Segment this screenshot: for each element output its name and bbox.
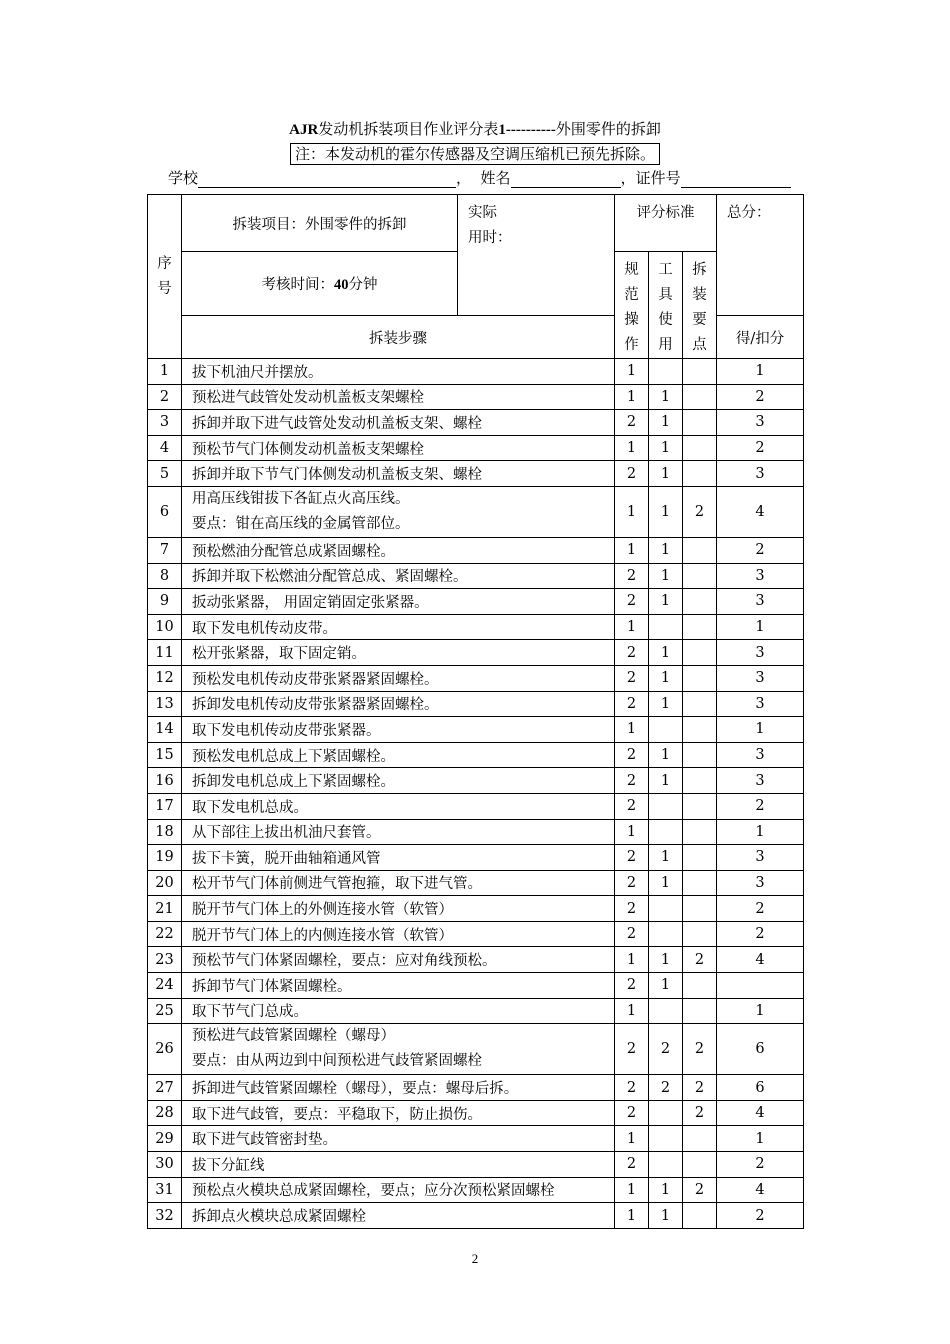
row-total-score: 4	[717, 1100, 804, 1126]
row-key-score	[683, 819, 717, 845]
row-total-score: 1	[717, 717, 804, 743]
row-total-score: 2	[717, 896, 804, 922]
row-total-score: 2	[717, 537, 804, 563]
row-tool-score	[649, 819, 683, 845]
row-tool-score	[649, 359, 683, 385]
row-step: 脱开节气门体上的外侧连接水管（软管）	[182, 896, 615, 922]
row-step: 松开节气门体前侧进气管抱箍，取下进气管。	[182, 870, 615, 896]
table-row	[148, 665, 804, 691]
row-tool-score: 1	[649, 665, 683, 691]
row-key-score	[683, 589, 717, 615]
row-total-score: 6	[717, 1024, 804, 1075]
table-row	[148, 973, 804, 999]
row-number: 12	[148, 665, 182, 691]
table-row	[148, 1100, 804, 1126]
row-key-score	[683, 1203, 717, 1229]
row-total-score: 1	[717, 1126, 804, 1152]
row-total-score: 2	[717, 921, 804, 947]
total-score-header: 总分：	[717, 195, 804, 316]
row-norm-score: 2	[615, 589, 649, 615]
row-key-score: 2	[683, 1177, 717, 1203]
row-total-score: 1	[717, 998, 804, 1024]
row-step: 拆卸发电机传动皮带张紧器紧固螺栓。	[182, 691, 615, 717]
page-number: 2	[471, 1251, 479, 1266]
exam-time-header	[182, 252, 458, 316]
table-row	[148, 359, 804, 385]
row-tool-score: 1	[649, 410, 683, 436]
row-total-score: 1	[717, 359, 804, 385]
row-norm-score: 1	[615, 614, 649, 640]
row-key-score	[683, 973, 717, 999]
row-tool-score: 1	[649, 537, 683, 563]
row-key-score	[683, 998, 717, 1024]
row-norm-score: 2	[615, 665, 649, 691]
row-step: 拔下机油尺并摆放。	[182, 359, 615, 385]
table-row	[148, 461, 804, 487]
row-number: 4	[148, 435, 182, 461]
key-char-2: 装	[692, 287, 707, 303]
row-step: 预松进气歧管处发动机盖板支架螺栓	[182, 384, 615, 410]
row-total-score: 3	[717, 563, 804, 589]
row-total-score	[717, 973, 804, 999]
row-number: 21	[148, 896, 182, 922]
project-header: 拆装项目：外围零件的拆卸	[182, 195, 458, 252]
school-field[interactable]	[198, 170, 456, 188]
info-line	[168, 168, 791, 188]
row-key-score	[683, 1126, 717, 1152]
row-key-score	[683, 384, 717, 410]
row-norm-score: 2	[615, 793, 649, 819]
row-key-score	[683, 691, 717, 717]
row-step: 取下发电机传动皮带张紧器。	[182, 717, 615, 743]
row-tool-score	[649, 717, 683, 743]
row-step-line-2: 要点：钳在高压线的金属管部位。	[192, 515, 410, 532]
table-row	[148, 1203, 804, 1229]
row-number: 9	[148, 589, 182, 615]
header-row-1	[148, 195, 804, 252]
row-number: 7	[148, 537, 182, 563]
row-tool-score: 2	[649, 1024, 683, 1075]
row-key-score	[683, 410, 717, 436]
row-key-score	[683, 921, 717, 947]
row-total-score: 3	[717, 640, 804, 666]
title-number-part: 1----------	[498, 122, 556, 138]
norm-char-2: 范	[624, 287, 639, 303]
row-key-score	[683, 461, 717, 487]
row-norm-score: 2	[615, 768, 649, 794]
row-total-score: 4	[717, 486, 804, 537]
tool-char-4: 用	[658, 337, 673, 353]
note-wrapper	[0, 143, 950, 165]
row-total-score: 3	[717, 742, 804, 768]
norm-char-3: 操	[624, 312, 639, 328]
row-norm-score: 2	[615, 742, 649, 768]
row-norm-score: 1	[615, 717, 649, 743]
row-tool-score: 1	[649, 870, 683, 896]
row-step: 预松发电机传动皮带张紧器紧固螺栓。	[182, 665, 615, 691]
actual-time-line-1: 实际	[468, 205, 497, 221]
row-tool-score: 2	[649, 1075, 683, 1101]
tool-char-2: 具	[658, 287, 673, 303]
actual-time-line-2: 用时：	[468, 230, 512, 246]
row-key-score	[683, 870, 717, 896]
table-row	[148, 435, 804, 461]
row-step: 预松节气门体侧发动机盖板支架螺栓	[182, 435, 615, 461]
row-total-score: 3	[717, 461, 804, 487]
title-end-part: 外围零件的拆卸	[555, 120, 661, 138]
row-tool-score: 1	[649, 384, 683, 410]
row-number: 6	[148, 486, 182, 537]
row-norm-score: 2	[615, 921, 649, 947]
row-total-score: 3	[717, 665, 804, 691]
row-number: 15	[148, 742, 182, 768]
table-row	[148, 947, 804, 973]
row-total-score: 4	[717, 947, 804, 973]
row-norm-score: 2	[615, 870, 649, 896]
score-table	[147, 194, 804, 1229]
row-step: 拆卸节气门体紧固螺栓。	[182, 973, 615, 999]
table-row	[148, 845, 804, 871]
seq-header-char-2: 号	[157, 280, 172, 297]
row-total-score: 1	[717, 819, 804, 845]
row-norm-score: 1	[615, 537, 649, 563]
row-step: 预松发电机总成上下紧固螺栓。	[182, 742, 615, 768]
row-total-score: 4	[717, 1177, 804, 1203]
row-tool-score: 1	[649, 435, 683, 461]
row-step	[182, 486, 615, 537]
seq-header-char-1: 序	[157, 255, 172, 272]
table-row	[148, 486, 804, 537]
row-norm-score: 2	[615, 1024, 649, 1075]
row-number: 31	[148, 1177, 182, 1203]
row-key-score: 2	[683, 947, 717, 973]
row-number: 13	[148, 691, 182, 717]
row-key-score	[683, 717, 717, 743]
row-norm-score: 2	[615, 410, 649, 436]
table-row	[148, 793, 804, 819]
row-step: 拆卸并取下节气门体侧发动机盖板支架、螺栓	[182, 461, 615, 487]
row-total-score: 3	[717, 589, 804, 615]
row-total-score: 2	[717, 1203, 804, 1229]
row-step: 预松节气门体紧固螺栓，要点：应对角线预松。	[182, 947, 615, 973]
row-total-score: 3	[717, 410, 804, 436]
name-label: ， 姓名	[456, 169, 511, 187]
row-tool-score: 1	[649, 845, 683, 871]
row-norm-score: 1	[615, 1203, 649, 1229]
title-middle-part: 发动机拆装项目作业评分表	[318, 120, 499, 138]
row-key-score	[683, 768, 717, 794]
exam-time-unit: 分钟	[348, 277, 378, 294]
row-number: 3	[148, 410, 182, 436]
row-tool-score: 1	[649, 486, 683, 537]
row-number: 28	[148, 1100, 182, 1126]
row-norm-score: 1	[615, 359, 649, 385]
row-key-score	[683, 742, 717, 768]
table-row	[148, 998, 804, 1024]
table-row	[148, 537, 804, 563]
row-step	[182, 1024, 615, 1075]
row-tool-score: 1	[649, 742, 683, 768]
row-key-score	[683, 793, 717, 819]
row-norm-score: 1	[615, 1177, 649, 1203]
row-total-score: 2	[717, 1152, 804, 1178]
row-number: 8	[148, 563, 182, 589]
row-number: 30	[148, 1152, 182, 1178]
key-points-header	[683, 252, 717, 359]
row-number: 14	[148, 717, 182, 743]
table-row	[148, 410, 804, 436]
row-norm-score: 1	[615, 486, 649, 537]
row-step: 拔下卡簧，脱开曲轴箱通风管	[182, 845, 615, 871]
row-key-score	[683, 537, 717, 563]
row-total-score: 2	[717, 793, 804, 819]
row-tool-score: 1	[649, 947, 683, 973]
row-total-score: 3	[717, 768, 804, 794]
row-tool-score: 1	[649, 563, 683, 589]
norm-char-1: 规	[624, 262, 639, 278]
exam-time-value: 40	[334, 277, 349, 294]
score-header: 得/扣分	[717, 316, 804, 359]
row-norm-score: 1	[615, 819, 649, 845]
name-field[interactable]	[511, 170, 621, 188]
row-number: 26	[148, 1024, 182, 1075]
row-norm-score: 1	[615, 998, 649, 1024]
row-number: 17	[148, 793, 182, 819]
row-key-score	[683, 640, 717, 666]
row-step: 扳动张紧器， 用固定销固定张紧器。	[182, 589, 615, 615]
table-row	[148, 1177, 804, 1203]
row-norm-score: 2	[615, 973, 649, 999]
row-norm-score: 2	[615, 563, 649, 589]
row-step: 预松点火模块总成紧固螺栓，要点；应分次预松紧固螺栓	[182, 1177, 615, 1203]
row-number: 22	[148, 921, 182, 947]
row-key-score	[683, 614, 717, 640]
id-label: ，证件号	[620, 169, 681, 187]
table-row	[148, 691, 804, 717]
row-norm-score: 1	[615, 384, 649, 410]
row-tool-score	[649, 1100, 683, 1126]
row-step: 拆卸并取下进气歧管处发动机盖板支架、螺栓	[182, 410, 615, 436]
criteria-header: 评分标准	[615, 195, 717, 252]
row-total-score: 3	[717, 691, 804, 717]
row-tool-score	[649, 896, 683, 922]
row-tool-score: 1	[649, 1177, 683, 1203]
row-step-line-2: 要点：由从两边到中间预松进气歧管紧固螺栓	[192, 1053, 482, 1070]
row-total-score: 3	[717, 845, 804, 871]
table-row	[148, 870, 804, 896]
row-number: 32	[148, 1203, 182, 1229]
row-tool-score	[649, 921, 683, 947]
table-row	[148, 589, 804, 615]
row-number: 10	[148, 614, 182, 640]
row-tool-score: 1	[649, 1203, 683, 1229]
row-step: 取下发电机传动皮带。	[182, 614, 615, 640]
row-key-score: 2	[683, 486, 717, 537]
key-char-1: 拆	[692, 262, 707, 278]
tool-char-1: 工	[658, 262, 673, 278]
table-row	[148, 819, 804, 845]
row-step: 取下节气门总成。	[182, 998, 615, 1024]
table-row	[148, 896, 804, 922]
steps-header: 拆装步骤	[182, 316, 615, 359]
row-norm-score: 2	[615, 1100, 649, 1126]
row-norm-score: 1	[615, 1126, 649, 1152]
row-key-score	[683, 359, 717, 385]
row-number: 29	[148, 1126, 182, 1152]
key-char-3: 要	[692, 312, 707, 328]
row-norm-score: 2	[615, 896, 649, 922]
row-number: 5	[148, 461, 182, 487]
tool-header	[649, 252, 683, 359]
row-tool-score: 1	[649, 768, 683, 794]
row-norm-score: 1	[615, 435, 649, 461]
row-key-score	[683, 1152, 717, 1178]
table-row	[148, 1152, 804, 1178]
actual-time-header	[458, 195, 615, 316]
row-norm-score: 2	[615, 691, 649, 717]
row-total-score: 2	[717, 435, 804, 461]
row-tool-score: 1	[649, 461, 683, 487]
table-row	[148, 1075, 804, 1101]
table-row	[148, 742, 804, 768]
row-key-score: 2	[683, 1075, 717, 1101]
school-label: 学校	[168, 169, 199, 187]
row-norm-score: 1	[615, 947, 649, 973]
row-step: 松开张紧器，取下固定销。	[182, 640, 615, 666]
row-number: 25	[148, 998, 182, 1024]
row-number: 2	[148, 384, 182, 410]
row-key-score	[683, 435, 717, 461]
row-step-line-1: 预松进气歧管紧固螺栓（螺母）	[192, 1028, 395, 1045]
norm-header	[615, 252, 649, 359]
row-tool-score: 1	[649, 640, 683, 666]
row-number: 16	[148, 768, 182, 794]
row-norm-score: 2	[615, 1075, 649, 1101]
row-tool-score	[649, 614, 683, 640]
table-row	[148, 563, 804, 589]
table-row	[148, 717, 804, 743]
tool-char-3: 使	[658, 312, 673, 328]
row-key-score	[683, 896, 717, 922]
row-norm-score: 2	[615, 461, 649, 487]
row-norm-score: 2	[615, 640, 649, 666]
row-tool-score	[649, 1126, 683, 1152]
row-number: 18	[148, 819, 182, 845]
row-number: 24	[148, 973, 182, 999]
row-number: 1	[148, 359, 182, 385]
row-step-line-1: 用高压线钳拔下各缸点火高压线。	[192, 490, 410, 507]
row-total-score: 3	[717, 870, 804, 896]
row-key-score	[683, 845, 717, 871]
table-row	[148, 384, 804, 410]
row-step: 脱开节气门体上的内侧连接水管（软管）	[182, 921, 615, 947]
row-step: 拆卸进气歧管紧固螺栓（螺母），要点：螺母后拆。	[182, 1075, 615, 1101]
table-row	[148, 768, 804, 794]
row-step: 拆卸并取下松燃油分配管总成、紧固螺栓。	[182, 563, 615, 589]
row-norm-score: 2	[615, 1152, 649, 1178]
row-step: 取下进气歧管密封垫。	[182, 1126, 615, 1152]
row-tool-score: 1	[649, 589, 683, 615]
row-step: 从下部往上拔出机油尺套管。	[182, 819, 615, 845]
row-step: 预松燃油分配管总成紧固螺栓。	[182, 537, 615, 563]
row-norm-score: 2	[615, 845, 649, 871]
row-number: 27	[148, 1075, 182, 1101]
row-step: 取下发电机总成。	[182, 793, 615, 819]
seq-header	[148, 195, 182, 359]
row-tool-score: 1	[649, 691, 683, 717]
row-number: 23	[148, 947, 182, 973]
row-tool-score	[649, 998, 683, 1024]
row-total-score: 6	[717, 1075, 804, 1101]
row-tool-score	[649, 1152, 683, 1178]
row-total-score: 1	[717, 614, 804, 640]
table-row	[148, 1126, 804, 1152]
row-step: 取下进气歧管，要点：平稳取下，防止损伤。	[182, 1100, 615, 1126]
norm-char-4: 作	[624, 337, 639, 353]
row-step: 拆卸点火模块总成紧固螺栓	[182, 1203, 615, 1229]
row-step: 拔下分缸线	[182, 1152, 615, 1178]
id-field[interactable]	[681, 170, 791, 188]
row-key-score	[683, 665, 717, 691]
row-number: 20	[148, 870, 182, 896]
table-row	[148, 640, 804, 666]
row-step: 拆卸发电机总成上下紧固螺栓。	[182, 768, 615, 794]
table-row	[148, 1024, 804, 1075]
row-total-score: 2	[717, 384, 804, 410]
row-key-score: 2	[683, 1024, 717, 1075]
note-box: 注：本发动机的霍尔传感器及空调压缩机已预先拆除。	[290, 143, 660, 165]
document-title	[0, 118, 950, 139]
row-key-score	[683, 563, 717, 589]
row-tool-score	[649, 793, 683, 819]
row-key-score: 2	[683, 1100, 717, 1126]
row-number: 19	[148, 845, 182, 871]
exam-time-prefix: 考核时间：	[261, 277, 334, 294]
key-char-4: 点	[692, 337, 707, 353]
row-number: 11	[148, 640, 182, 666]
table-row	[148, 614, 804, 640]
table-row	[148, 921, 804, 947]
title-bold-part: AJR	[289, 122, 319, 138]
row-tool-score: 1	[649, 973, 683, 999]
